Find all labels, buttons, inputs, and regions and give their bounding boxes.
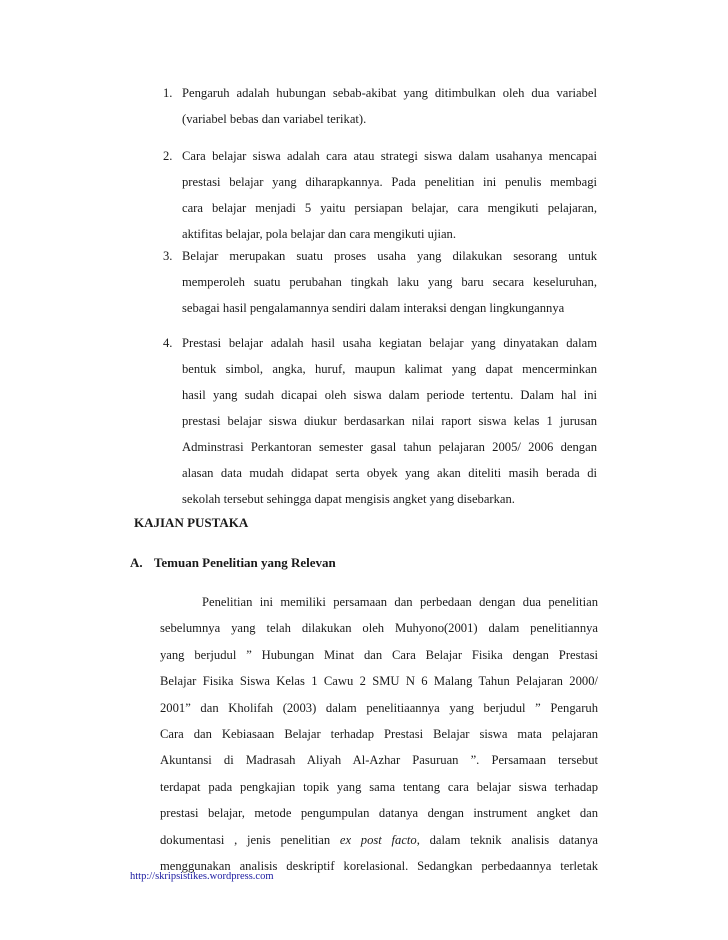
text-line: Pengaruh adalah hubungan sebab-akibat yang ditimbulkan oleh dua variabel bbox=[182, 86, 597, 100]
list-number: 3. bbox=[163, 249, 173, 263]
text-fragment: , dalam teknik analisis datanya bbox=[416, 832, 598, 847]
list-item-text bbox=[182, 243, 597, 321]
text-line: yang berjudul ” Hubungan Minat dan Cara Belajar Fisika dengan Prestasi bbox=[160, 647, 598, 662]
text-line: prestasi belajar siswa diukur berdasarkan nilai raport siswa kelas 1 jurusan bbox=[182, 414, 597, 428]
definition-list-item bbox=[163, 243, 597, 321]
text-line: Belajar merupakan suatu proses usaha yang dilakukan sesorang untuk bbox=[182, 249, 597, 263]
text-line: Cara belajar siswa adalah cara atau strategi siswa dalam usahanya mencapai bbox=[182, 149, 597, 163]
subsection-heading bbox=[130, 555, 336, 571]
text-line: terdapat pada pengkajian topik yang sama tentang cara belajar siswa terhadap bbox=[160, 779, 598, 794]
italic-term: ex post facto bbox=[339, 832, 417, 847]
text-line: memperoleh suatu perubahan tingkah laku yang baru secara keseluruhan, bbox=[182, 275, 597, 289]
definition-list-item bbox=[163, 80, 597, 132]
text-line: hasil yang sudah dicapai oleh siswa dalam periode tertentu. Dalam hal ini bbox=[182, 388, 597, 402]
text-line: alasan data mudah didapat serta obyek yang akan diteliti masih berada di bbox=[182, 466, 597, 480]
list-item-text bbox=[182, 330, 597, 512]
text-line: bentuk simbol, angka, huruf, maupun kalimat yang dapat mencerminkan bbox=[182, 362, 597, 376]
text-line bbox=[160, 827, 598, 853]
text-line: Belajar Fisika Siswa Kelas 1 Cawu 2 SMU N 6 Malang Tahun Pelajaran 2000/ bbox=[160, 674, 598, 689]
text-line: (variabel bebas dan variabel terikat). bbox=[182, 112, 367, 126]
text-line: Akuntansi di Madrasah Aliyah Al-Azhar Pasuruan ”. Persamaan tersebut bbox=[160, 753, 598, 768]
definition-list-item bbox=[163, 330, 597, 512]
text-line: sekolah tersebut sehingga dapat mengisis angket yang disebarkan. bbox=[182, 492, 515, 506]
text-line: Penelitian ini memiliki persamaan dan perbedaan dengan dua penelitian bbox=[202, 595, 598, 609]
definition-list-item bbox=[163, 143, 597, 247]
text-line: prestasi belajar yang diharapkannya. Pada penelitian ini penulis membagi bbox=[182, 175, 597, 189]
list-number: 1. bbox=[163, 86, 173, 100]
footer-url-link[interactable]: http://skripsistikes.wordpress.com bbox=[130, 871, 274, 882]
list-item-text bbox=[182, 80, 597, 132]
text-line: 2001” dan Kholifah (2003) dalam penelitiaannya yang berjudul ” Pengaruh bbox=[160, 700, 598, 715]
text-line: sebelumnya yang telah dilakukan oleh Muhyono(2001) dalam penelitiannya bbox=[160, 621, 598, 636]
text-line: cara belajar menjadi 5 yaitu persiapan belajar, cara mengikuti pelajaran, bbox=[182, 201, 597, 215]
list-item-text bbox=[182, 143, 597, 247]
text-line: sebagai hasil pengalamannya sendiri dalam interaksi dengan lingkungannya bbox=[182, 301, 565, 315]
text-line: Prestasi belajar adalah hasil usaha kegiatan belajar yang dinyatakan dalam bbox=[182, 336, 597, 350]
text-line: aktifitas belajar, pola belajar dan cara mengikuti ujian. bbox=[182, 227, 456, 241]
text-fragment: dokumentasi , jenis penelitian bbox=[160, 832, 340, 847]
text-line: Adminstrasi Perkantoran semester gasal tahun pelajaran 2005/ 2006 dengan bbox=[182, 440, 597, 454]
text-line: menggunakan analisis deskriptif korelasional. Sedangkan perbedaannya terletak bbox=[160, 859, 598, 874]
subsection-title: Temuan Penelitian yang Relevan bbox=[153, 555, 336, 570]
section-heading: KAJIAN PUSTAKA bbox=[134, 515, 249, 530]
list-number: 2. bbox=[163, 149, 173, 163]
text-line: Cara dan Kebiasaan Belajar terhadap Prestasi Belajar siswa mata pelajaran bbox=[160, 727, 598, 742]
list-number: 4. bbox=[163, 336, 173, 350]
body-paragraph bbox=[160, 589, 598, 879]
subsection-letter: A. bbox=[130, 555, 143, 570]
text-line: prestasi belajar, metode pengumpulan datanya dengan instrument angket dan bbox=[160, 806, 598, 821]
